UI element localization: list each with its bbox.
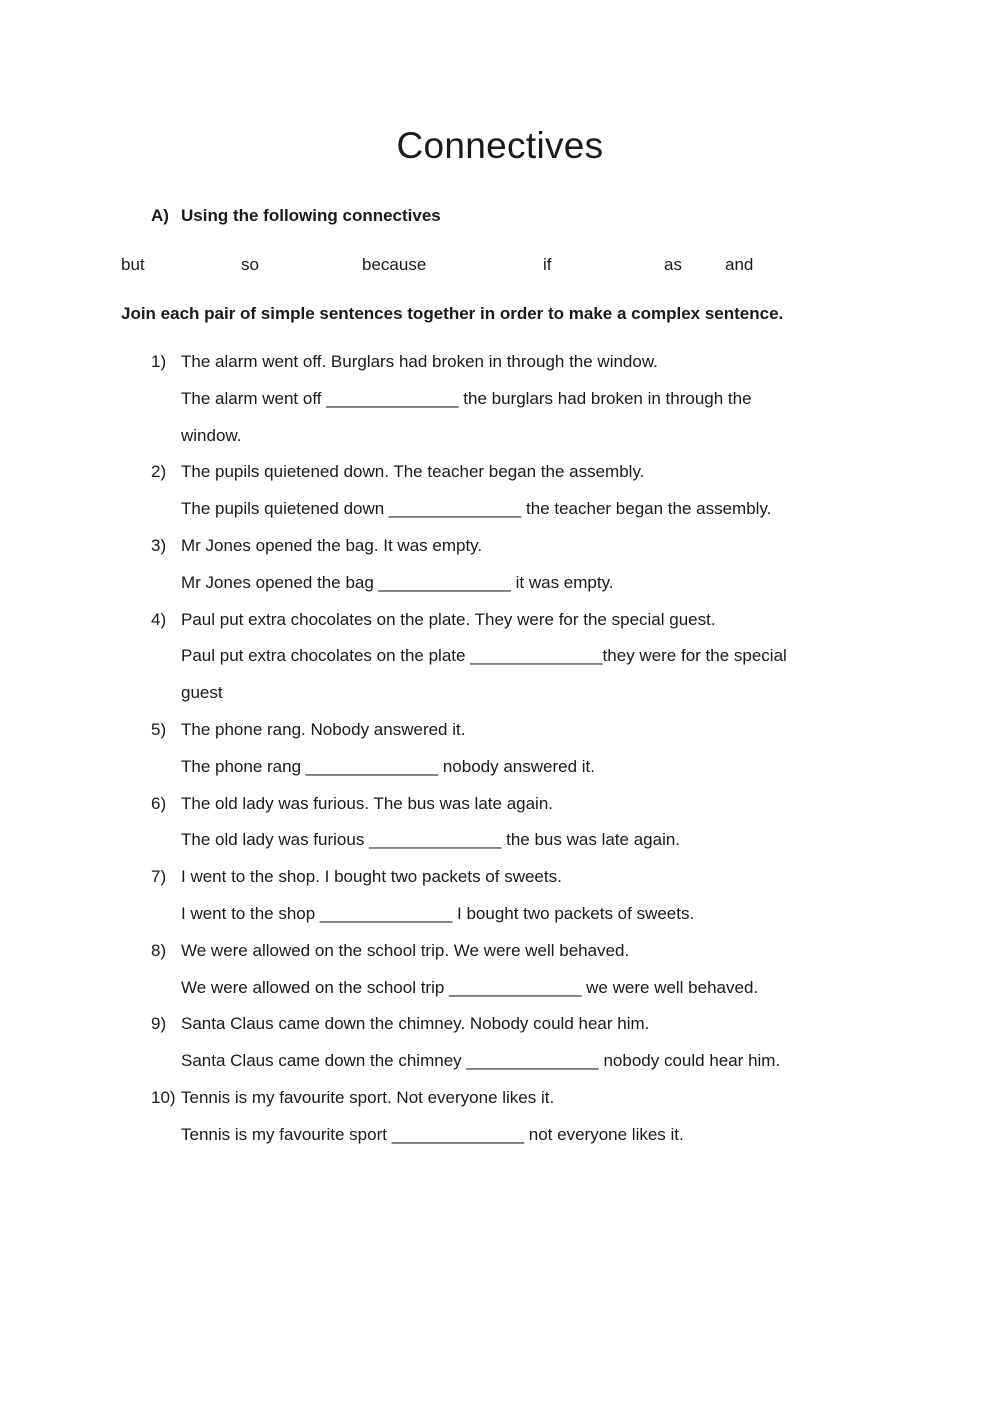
answer-line <box>0 828 1000 865</box>
answer-text: Paul put extra chocolates on the plate ______________they were for the special <box>181 646 787 666</box>
question-number: 4) <box>151 609 167 629</box>
question-number: 7) <box>151 867 167 887</box>
answer-text: The phone rang ______________ nobody answered it. <box>181 756 596 776</box>
answer-line <box>0 755 1000 792</box>
question-number: 2) <box>151 462 167 482</box>
answer-text: The old lady was furious ______________ the bus was late again. <box>181 830 681 850</box>
question-number: 6) <box>151 793 167 813</box>
question-number: 8) <box>151 940 167 960</box>
answer-text: window. <box>181 425 242 445</box>
section-heading-text: Using the following connectives <box>181 206 441 225</box>
question-item <box>0 460 1000 497</box>
instruction-text: Join each pair of simple sentences together in order to make a complex sentence. <box>121 304 784 323</box>
question-item <box>0 350 1000 387</box>
answer-line <box>0 644 1000 681</box>
question-item <box>0 792 1000 829</box>
answer-text: The alarm went off ______________ the burglars had broken in through the <box>181 388 752 408</box>
answer-text: I went to the shop ______________ I bought two packets of sweets. <box>181 903 695 923</box>
connective-word: so <box>241 255 259 274</box>
question-number: 10) <box>151 1087 176 1107</box>
section-heading <box>151 204 441 228</box>
question-item <box>0 608 1000 645</box>
answer-text: Tennis is my favourite sport ______________ not everyone likes it. <box>181 1124 684 1144</box>
question-number: 9) <box>151 1014 167 1034</box>
question-item <box>0 939 1000 976</box>
answer-line <box>0 681 1000 718</box>
answer-text: Santa Claus came down the chimney ______________ nobody could hear him. <box>181 1051 781 1071</box>
question-sentence: The pupils quietened down. The teacher began the assembly. <box>181 462 645 482</box>
section-letter: A) <box>151 206 169 225</box>
question-item <box>0 534 1000 571</box>
connective-word: if <box>543 255 552 274</box>
answer-line <box>0 497 1000 534</box>
answer-line <box>0 1049 1000 1086</box>
connective-word: as <box>664 255 682 274</box>
question-number: 1) <box>151 352 167 371</box>
question-sentence: Mr Jones opened the bag. It was empty. <box>181 535 483 555</box>
question-sentence: We were allowed on the school trip. We were well behaved. <box>181 940 630 960</box>
question-number: 3) <box>151 535 167 555</box>
answer-line <box>0 976 1000 1013</box>
answer-text: Mr Jones opened the bag ______________ it was empty. <box>181 572 614 592</box>
answer-line <box>0 387 1000 424</box>
answer-line <box>0 571 1000 608</box>
connective-word: but <box>121 255 145 274</box>
answer-line <box>0 1123 1000 1160</box>
question-sentence: The alarm went off. Burglars had broken in through the window. <box>181 352 658 371</box>
question-list <box>0 350 1000 1160</box>
question-item <box>0 718 1000 755</box>
question-sentence: The old lady was furious. The bus was late again. <box>181 793 554 813</box>
question-sentence: I went to the shop. I bought two packets of sweets. <box>181 867 562 887</box>
answer-line <box>0 902 1000 939</box>
question-sentence: Santa Claus came down the chimney. Nobody could hear him. <box>181 1014 650 1034</box>
connectives-list <box>0 253 1000 277</box>
answer-text: guest <box>181 683 223 703</box>
connective-word: and <box>725 255 754 274</box>
answer-text: We were allowed on the school trip ______________ we were well behaved. <box>181 977 759 997</box>
question-item <box>0 1086 1000 1123</box>
question-sentence: The phone rang. Nobody answered it. <box>181 719 466 739</box>
connective-word: because <box>362 255 427 274</box>
question-item <box>0 865 1000 902</box>
page-title: Connectives <box>396 125 604 166</box>
question-sentence: Paul put extra chocolates on the plate. They were for the special guest. <box>181 609 716 629</box>
question-sentence: Tennis is my favourite sport. Not everyone likes it. <box>181 1087 555 1107</box>
answer-text: The pupils quietened down ______________ the teacher began the assembly. <box>181 499 772 519</box>
question-number: 5) <box>151 719 167 739</box>
answer-line <box>0 424 1000 461</box>
question-item <box>0 1012 1000 1049</box>
